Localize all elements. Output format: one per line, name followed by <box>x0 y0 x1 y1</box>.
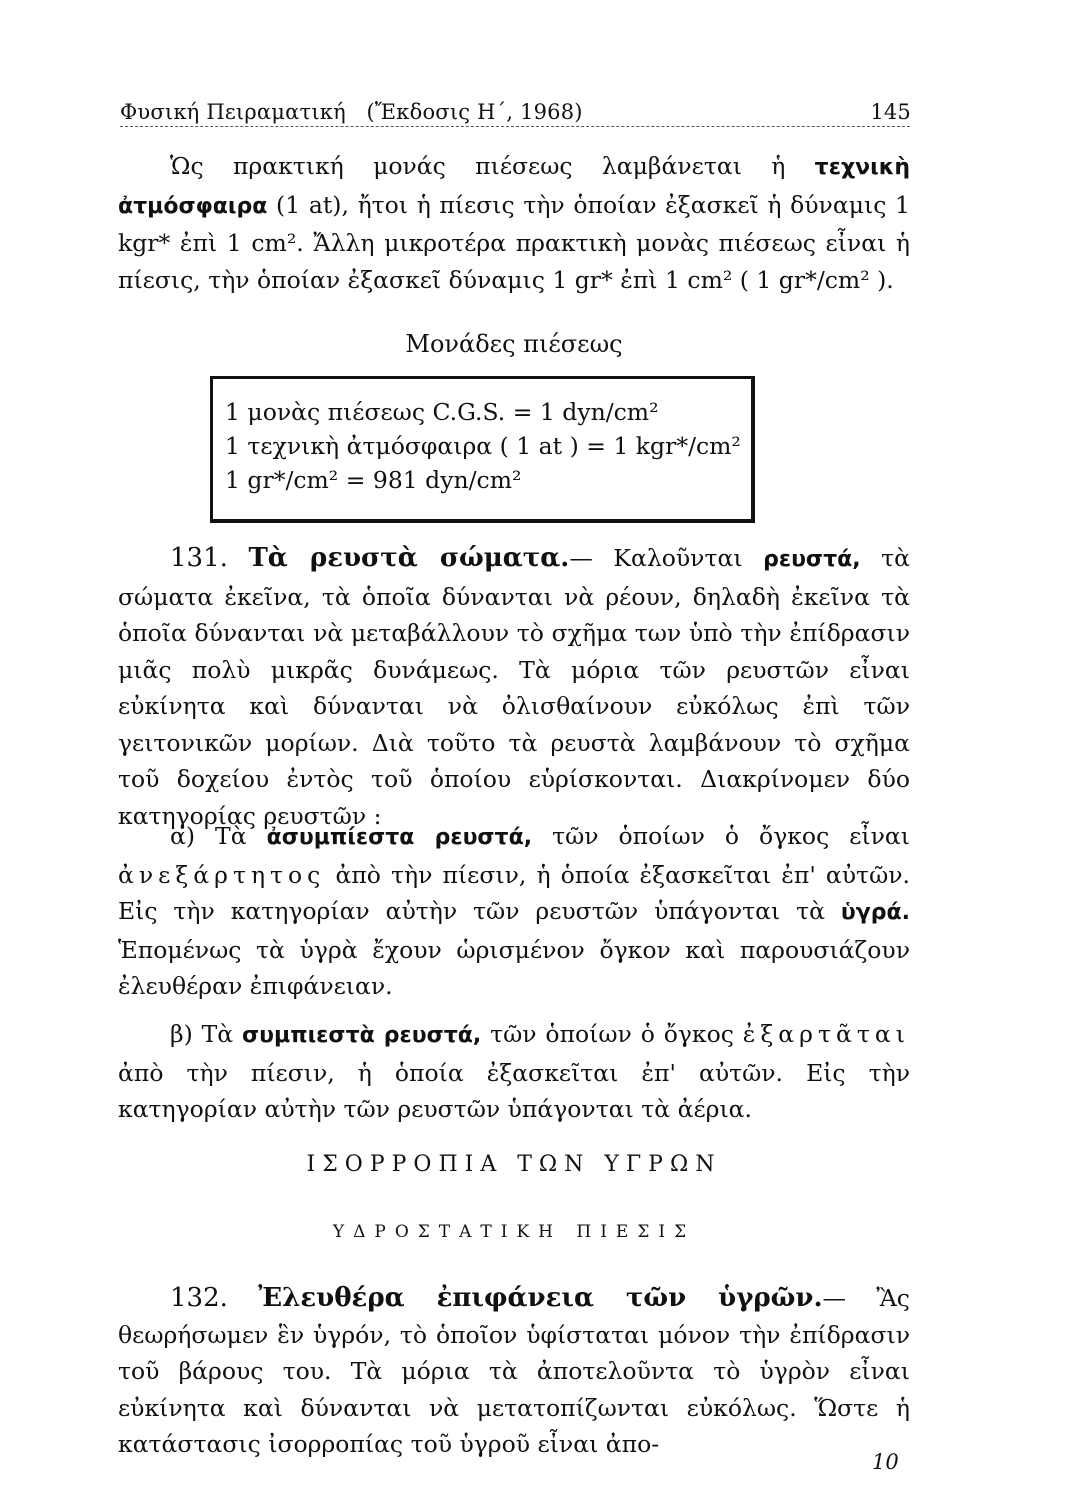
item-a-bold-liquids: ὑγρά. <box>840 900 910 925</box>
running-header <box>120 100 911 124</box>
section-131-text-2: τὰ σώματα ἐκεῖνα, τὰ ὁποῖα δύνανται νὰ ρέουν, δηλαδὴ ἐκεῖνα τὰ ὁποῖα δύνανται νὰ μεταβάλλουν τὸ σχῆμα των ὑπὸ τὴν ἐπίδρασιν μιᾶς πολὺ μικρᾶς δυνάμεως. Τὰ μόρια τῶν ρευστῶν εἶναι εὐκίνητα καὶ δύνανται νὰ ὀλισθαίνουν εὐκόλως ἐπὶ τῶν γειτονικῶν μορίων. Διὰ τοῦτο τὰ ρευστὰ λαμβάνουν τὸ σχῆμα τοῦ δοχείου ἐντὸς τοῦ ὁποίου εὑρίσκονται. Διακρίνομεν δύο κατηγορίας ρευστῶν : <box>118 544 910 830</box>
item-b-text-1: Τὰ <box>201 1020 234 1048</box>
section-132-paragraph <box>118 1280 910 1463</box>
signature-mark: 10 <box>872 1450 899 1474</box>
item-a-spaced-term: ἀνεξάρτητος <box>118 860 326 889</box>
item-b-spaced-term: ἐξαρτᾶται <box>742 1020 910 1048</box>
section-132 <box>118 1280 910 1463</box>
chapter-title: ΙΣΟΡΡΟΠΙΑ ΤΩΝ ΥΓΡΩΝ <box>306 1152 722 1177</box>
section-132-text-1: Ἂς θεωρήσωμεν ἓν ὑγρόν, τὸ ὁποῖον ὑφίσταται μόνον τὴν ἐπίδρασιν τοῦ βάρους του. Τὰ μόρια τὰ ἀποτελοῦντα τὸ ὑγρὸν εἶναι εὐκίνητα καὶ δύνανται νὰ μετατοπίζωνται εὐκόλως. Ὥστε ἡ κατάστασις ἰσορροπίας τοῦ ὑγροῦ εἶναι ἀπο- <box>118 1284 910 1458</box>
item-b-paragraph <box>118 1016 910 1128</box>
section-131 <box>118 540 910 834</box>
units-line-3: 1 gr*/cm² = 981 dyn/cm² <box>225 466 522 494</box>
item-a <box>118 818 910 1005</box>
item-b-text-2: τῶν ὁποίων ὁ ὄγκος <box>490 1020 734 1048</box>
item-b-text-3: ἀπὸ τὴν πίεσιν, ἡ ὁποία ἐξασκεῖται ἐπ' αὐτῶν. Εἰς τὴν κατηγορίαν αὐτὴν τῶν ρευστῶν ὑπάγονται τὰ ἀέρια. <box>118 1058 910 1123</box>
intro-bold-term: τεχνικὴ ἀτμόσφαιρα <box>118 155 910 219</box>
item-a-text-1: Τὰ <box>215 822 247 850</box>
header-left <box>120 100 583 124</box>
section-131-title: Τὰ ρευστὰ σώματα. <box>248 543 570 573</box>
header-rule <box>120 126 910 127</box>
item-a-bold-term: ἀσυμπίεστα ρευστά, <box>266 825 533 850</box>
section-131-bold-term: ρευστά, <box>763 547 861 572</box>
intro-paragraph <box>118 148 910 298</box>
intro-text-1: Ὡς πρακτική μονάς πιέσεως λαμβάνεται ἡ <box>170 152 786 180</box>
item-a-paragraph <box>118 818 910 1005</box>
item-a-text-4: Ἑπομένως τὰ ὑγρὰ ἔχουν ὡρισμένον ὄγκον καὶ παρουσιάζουν ἐλευθέραν ἐπιφάνειαν. <box>118 935 910 1000</box>
chapter-subtitle: ΥΔΡΟΣΤΑΤΙΚΗ ΠΙΕΣΙΣ <box>332 1222 696 1242</box>
section-131-text-1: Καλοῦνται <box>613 544 743 572</box>
intro-block <box>118 148 910 298</box>
units-table-box <box>210 376 755 523</box>
section-131-paragraph <box>118 540 910 834</box>
item-b-label: β) <box>170 1020 193 1048</box>
page-number: 145 <box>870 100 911 124</box>
intro-text-2: (1 at), ἤτοι ἡ πίεσις τὴν ὁποίαν ἐξασκεῖ ἡ δύναμις 1 kgr* ἐπὶ 1 cm². Ἄλλη μικροτέρα πρακτικὴ μονὰς πιέσεως εἶναι ἡ πίεσις, τὴν ὁποίαν ἐξασκεῖ δύναμις 1 gr* ἐπὶ 1 cm² ( 1 gr*/cm² ). <box>118 190 910 294</box>
item-a-label: α) <box>170 822 196 850</box>
section-132-dash: — <box>822 1284 847 1312</box>
units-line-2: 1 τεχνικὴ ἀτμόσφαιρα ( 1 at ) = 1 kgr*/cm² <box>225 432 741 460</box>
header-book-title: Φυσική Πειραματική <box>120 100 346 124</box>
item-a-text-3: ἀπὸ τὴν πίεσιν, ἡ ὁποία ἐξασκεῖται ἐπ' αὐτῶν. Εἰς τὴν κατηγορίαν αὐτὴν τῶν ρευστῶν ὑπάγονται τὰ <box>118 860 910 925</box>
item-b <box>118 1016 910 1128</box>
item-a-text-2: τῶν ὁποίων ὁ ὄγκος εἶναι <box>552 822 910 850</box>
section-132-title: Ἐλευθέρα ἐπιφάνεια τῶν ὑγρῶν. <box>258 1283 823 1313</box>
units-line-1: 1 μονὰς πιέσεως C.G.S. = 1 dyn/cm² <box>225 398 659 426</box>
item-b-bold-term: συμπιεστὰ ρευστά, <box>242 1023 482 1048</box>
section-132-number: 132. <box>170 1283 228 1313</box>
section-131-dash: — <box>569 544 593 572</box>
header-edition: (Ἔκδοσις Η΄, 1968) <box>366 100 583 124</box>
units-caption: Μονάδες πιέσεως <box>405 330 623 358</box>
section-131-number: 131. <box>170 543 228 573</box>
